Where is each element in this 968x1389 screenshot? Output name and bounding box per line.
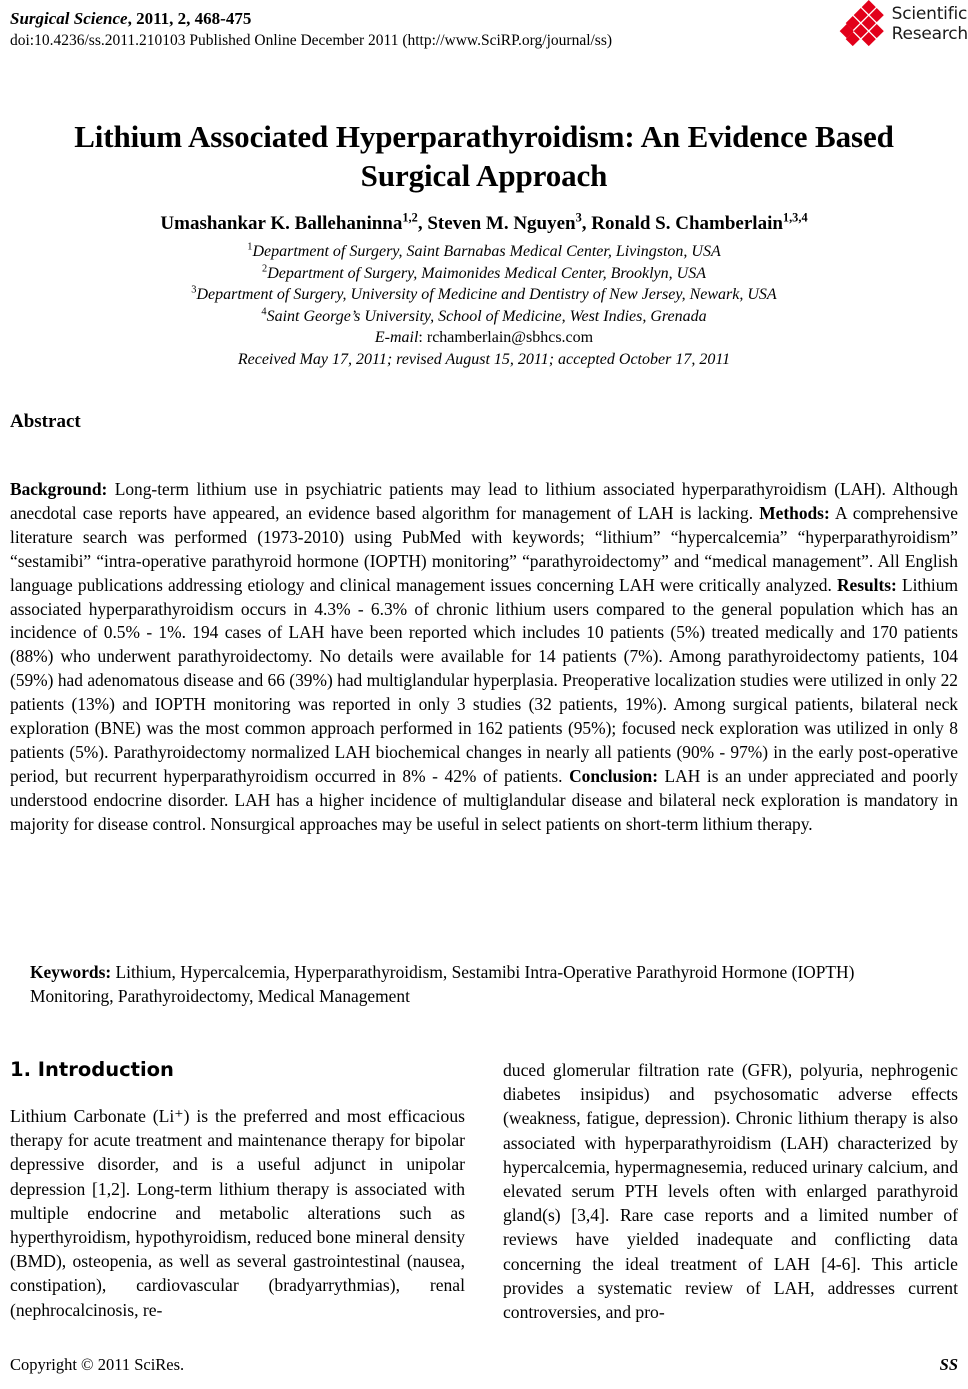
abstract-label-background: Background: — [10, 479, 108, 499]
body-columns — [10, 1058, 958, 1338]
publisher-logo-line2: Research — [891, 24, 968, 44]
publisher-logo-text — [892, 4, 968, 44]
body-column-left — [10, 1058, 465, 1338]
abstract-heading: Abstract — [10, 411, 81, 432]
running-head — [10, 8, 958, 58]
affiliation-1 — [40, 241, 928, 263]
abstract-text-background: Long-term lithium use in psychiatric patients may lead to lithium associated hyperparathyroidism (LAH). Although anecdotal case reports have appeared, an evidence based algorithm for management of LAH is lacking. — [10, 479, 958, 523]
intro-paragraph-right: duced glomerular filtration rate (GFR), polyuria, nephrogenic diabetes insipidus) and psychosomatic adverse effects (weakness, fatigue, depression). Chronic lithium therapy is also associated with hyperparathyroidism (LAH) characterized by hypercalcemia, hypermagnesemia, reduced urinary calcium, and elevated serum PTH levels often with enlarged parathyroid gland(s) [3,4]. Rare case reports and a limited number of reviews have yielded inadequate and conflicting data concerning the ideal treatment of LAH [4-6]. This article provides a systematic review of LAH, addresses current controversies, and pro- — [503, 1060, 958, 1323]
journal-volume-pages: , 2011, 2, 468-475 — [127, 9, 252, 28]
abstract-label-methods: Methods: — [759, 502, 830, 523]
email-label: E-mail — [374, 329, 419, 346]
keywords-text: Lithium, Hypercalcemia, Hyperparathyroidism, Sestamibi Intra-Operative Parathyroid Hormone (IOPTH) Monitoring, Parathyroidectomy, Medical Management — [30, 962, 855, 1006]
email-address[interactable]: : rchamberlain@sbhcs.com — [418, 329, 594, 346]
affiliation-4 — [40, 306, 928, 328]
scientific-research-diamond-icon — [842, 2, 886, 46]
abstract-label-conclusion: Conclusion: — [569, 765, 658, 786]
publisher-logo — [842, 2, 968, 46]
author-2: , Steven M. Nguyen — [417, 213, 576, 234]
affiliation-4-mark: 4 — [261, 306, 267, 318]
affiliation-3-mark: 3 — [191, 284, 197, 296]
affiliation-2-text: Department of Surgery, Maimonides Medical Center, Brooklyn, USA — [267, 264, 706, 282]
copyright-notice: Copyright © 2011 SciRes. — [10, 1355, 185, 1374]
section-heading-introduction: 1. Introduction — [10, 1058, 174, 1081]
corresponding-email[interactable] — [40, 327, 928, 349]
journal-abbreviation: SS — [939, 1355, 958, 1374]
author-1: Umashankar K. Ballehaninna — [160, 213, 403, 234]
submission-dates: Received May 17, 2011; revised August 15, 2011; accepted October 17, 2011 — [237, 350, 731, 368]
abstract-body — [10, 478, 958, 837]
affiliation-2 — [40, 263, 928, 285]
author-2-affil-marks: 3 — [575, 210, 582, 225]
affiliation-2-mark: 2 — [262, 263, 268, 275]
intro-paragraph-left: Lithium Carbonate (Li⁺) is the preferred and most efficacious therapy for acute treatment and maintenance therapy for bipolar depressive disorder, and is a useful adjunct in unipolar depression [1,2]. Long-term lithium therapy is associated with multiple endocrine and metabolic alterations such as hyperthyroidism, hypothyroidism, reduced bone mineral density (BMD), osteopenia, as well as several gastrointestinal (nausea, constipation), cardiovascular (bradyarrythmias), renal (nephrocalcinosis, re- — [10, 1106, 465, 1320]
publisher-logo-line1: Scientific — [891, 4, 968, 24]
author-3-affil-marks: 1,3,4 — [782, 210, 808, 225]
journal-name: Surgical Science — [10, 9, 128, 28]
authors-block — [40, 211, 928, 370]
keywords-block — [10, 960, 958, 1008]
body-column-right — [503, 1058, 958, 1338]
affiliation-3 — [40, 284, 928, 306]
affiliation-1-mark: 1 — [247, 241, 253, 253]
abstract-text-methods: A comprehensive literature search was performed (1973-2010) using PubMed with keywords; “lithium” “hypercalcemia” “hyperparathyroidism” “sestamibi” “intra-operative parathyroid hormone (IOPTH) monitoring” “parathyroidectomy” and “medical management”. All English language publications addressing etiology and clinical management issues concerning LAH were critically analyzed. — [10, 502, 958, 595]
keywords-inner — [30, 960, 938, 1008]
abstract-text-results: Lithium associated hyperparathyroidism occurs in 4.3% - 6.3% of chronic lithium users compared to the general population which has an incidence of 0.5% - 1%. 194 cases of LAH have been reported which includes 10 patients (5%) treated medically and 170 patients (88%) who underwent parathyroidectomy. No details were available for 14 patients (7%). Among parathyroidectomy patients, 104 (59%) had adenomatous disease and 66 (39%) had multiglandular hyperplasia. Preoperative localization studies were utilized in only 22 patients (13%) and IOPTH monitoring was reported in only 3 studies (32 patients, 19%). Among surgical patients, bilateral neck exploration (BNE) was the most common approach performed in 162 patients (95%); focused neck exploration was utilized in only 8 patients (5%). Parathyroidectomy normalized LAH biochemical changes in nearly all patients (90% - 97%) in the early post-operative period, but recurrent hyperparathyroidism occurred in 8% - 42% of patients. — [10, 574, 958, 786]
journal-citation-line — [10, 8, 958, 29]
abstract-label-results: Results: — [836, 574, 897, 595]
page-title: Lithium Associated Hyperparathyroidism: An Evidence Based Surgical Approach — [74, 118, 894, 193]
affiliation-3-text: Department of Surgery, University of Medicine and Dentistry of New Jersey, Newark, USA — [196, 286, 777, 303]
keywords-label: Keywords: — [30, 962, 112, 982]
author-list — [40, 211, 928, 236]
affiliation-4-text: Saint George’s University, School of Medicine, West Indies, Grenada — [266, 307, 707, 325]
doi-line: doi:10.4236/ss.2011.210103 Published Online December 2011 (http://www.SciRP.org/journal/ss) — [10, 32, 613, 49]
page-footer — [10, 1355, 958, 1375]
abstract-text-conclusion: LAH is an under appreciated and poorly understood endocrine disorder. LAH has a higher incidence of multiglandular disease and bilateral neck exploration is mandatory in majority for disease control. Nonsurgical approaches may be useful in select patients on short-term lithium therapy. — [10, 765, 958, 834]
author-3: , Ronald S. Chamberlain — [581, 213, 783, 234]
affiliation-1-text: Department of Surgery, Saint Barnabas Medical Center, Livingston, USA — [252, 243, 721, 260]
author-1-affil-marks: 1,2 — [402, 210, 418, 225]
